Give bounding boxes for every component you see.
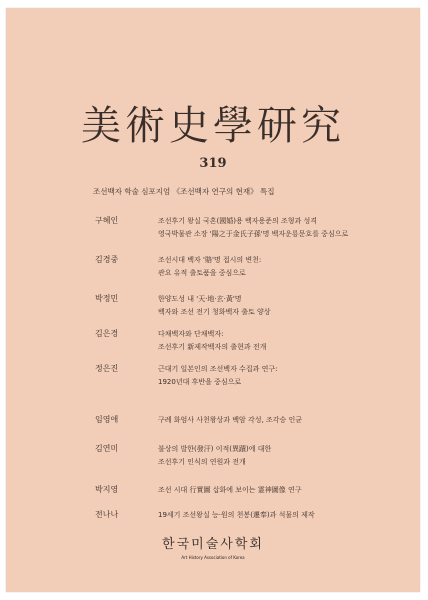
article-title-line: 구례 화엄사 사천왕상과 백암 각성, 조각승 인균 <box>158 416 303 424</box>
article-author: 김은경 <box>95 329 119 338</box>
article-title-line: 19세기 조선왕실 능·원의 천봉(遷奉)과 석물의 제작 <box>158 511 315 519</box>
article-title-line: 백자와 조선 전기 청화백자 출토 양상 <box>158 308 271 316</box>
article-title-line: 영국박물관 소장 '陽之于金氏子孫'명 백자운룡문호를 중심으로 <box>158 230 349 238</box>
table-of-contents <box>6 8 420 592</box>
article-title-line: 관요 유적 출토품을 중심으로 <box>158 269 246 277</box>
publisher-name-english: Art History Association of Korea <box>181 555 245 560</box>
special-topic-heading: 조선백자 학술 심포지엄 《조선백자 연구의 현재》 특집 <box>93 187 275 196</box>
article-title-line: 근대기 일본인의 조선백자 수집과 연구: <box>158 365 278 373</box>
article-title-line: 조선시대 백자 '賂'명 접시의 변천: <box>158 256 262 264</box>
article-author: 김연미 <box>95 444 119 453</box>
article-author: 전나나 <box>95 510 119 519</box>
article-author: 임영애 <box>95 415 119 424</box>
publisher-name-korean: 한국미술사학회 <box>162 537 264 552</box>
article-author: 정은진 <box>95 364 119 373</box>
article-author: 구혜인 <box>95 216 119 225</box>
issue-number: 319 <box>199 156 227 171</box>
journal-title: 美術史學研究 <box>81 103 345 149</box>
article-title-line: 조선후기 왕실 국혼(國婚)용 백자용준의 조형과 성격 <box>158 217 318 225</box>
article-title-line: 한양도성 내 '天·地·玄·黃'명 <box>158 295 242 303</box>
article-author: 박지영 <box>95 485 119 494</box>
article-title-line: 불상의 발한(發汗) 이적(異蹟)에 대한 <box>158 445 272 453</box>
journal-cover <box>6 8 420 592</box>
article-title-line: 조선후기 인식의 연원과 전개 <box>158 458 246 466</box>
publisher-logo <box>6 533 420 560</box>
article-title-line: 조선 시대 行實圖 삽화에 보이는 霊神圖像 연구 <box>158 486 302 494</box>
article-title-line: 다채백자와 단채백자: <box>158 330 224 338</box>
article-author: 박정민 <box>95 294 119 303</box>
article-title-line: 조선후기 新제작백자의 출현과 전개 <box>158 343 267 351</box>
article-title-line: 1920년대 후반을 중심으로 <box>158 378 242 386</box>
article-author: 김경중 <box>95 255 119 264</box>
